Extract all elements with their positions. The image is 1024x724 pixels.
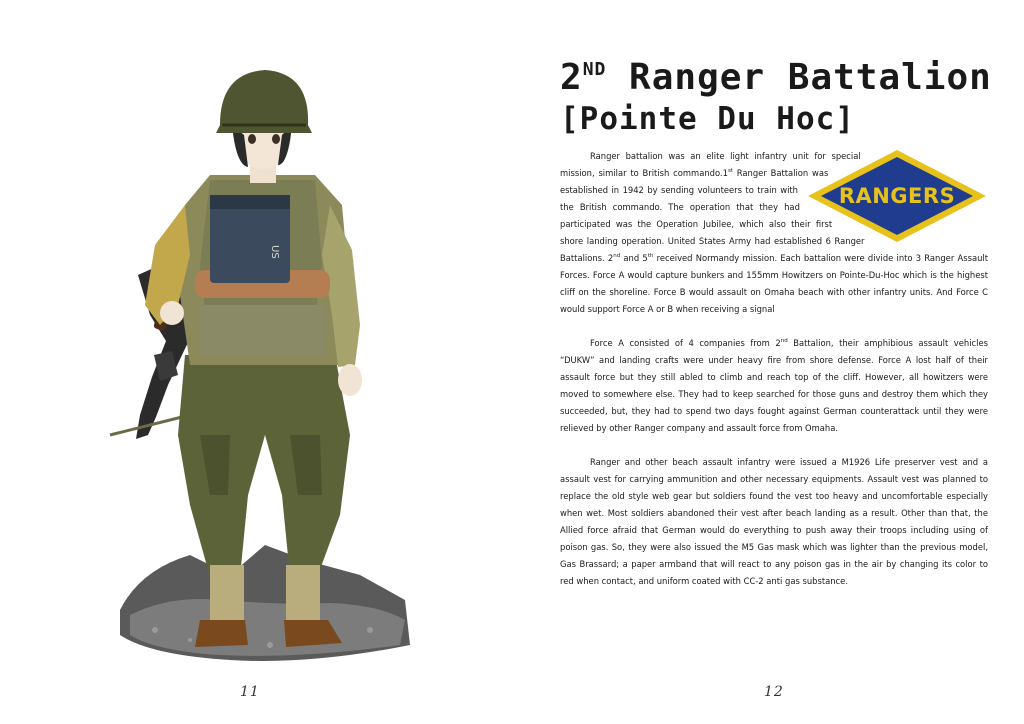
chapter-title xyxy=(560,48,1000,138)
soldier-illustration xyxy=(60,55,430,670)
page-number-right: 12 xyxy=(764,684,784,700)
page-number-left: 11 xyxy=(240,684,260,700)
paragraph-1: Ranger battalion was an elite light infantry unit for special mission, similar to British commando.1st Ranger Battalion was established in 1942 by sending volunteers to train with the British commando. The operation that they had participated was the Operation Jubilee, which also their first shore landing operation. United States Army had established 6 Ranger Battalions. 2nd and 5th received Normandy mission. Each battalion were divide into 3 Ranger Assault Forces. Force A would capture bunkers and 155mm Howitzers on Pointe-Du-Hoc which is the highest cliff on the shoreline. Force B would assault on Omaha beach with other infantry units. And Force C would support Force A or B when receiving a signal xyxy=(560,151,988,314)
title-line-1: 2ND Ranger Battalion xyxy=(560,57,992,98)
badge-text: RANGERS xyxy=(838,184,956,208)
ammo-box-label: US xyxy=(269,245,280,259)
paragraph-2: Force A consisted of 4 companies from 2nd Battalion, their amphibious assault vehicles “DUKW” and landing crafts were under heavy fire from shore defense. Force A lost half of their assault force but they still abled to climb and reach top of the cliff. However, all howitzers were moved to somewhere else. They had to keep searched for those guns and destroy them which they succeeded, but, they had to spend two days fought against German counterattack until they were relieved by other Ranger company and assault force from Omaha. xyxy=(560,338,988,433)
article-body xyxy=(560,148,988,607)
right-page xyxy=(512,0,1024,724)
title-line-2: [Pointe Du Hoc] xyxy=(560,101,855,137)
paragraph-3: Ranger and other beach assault infantry were issued a M1926 Life preserver vest and a assault vest for carrying ammunition and other necessary equipments. Assault vest was planned to replace the old style web gear but soldiers found the vest too heavy and uncomfortable especially when wet. Most soldiers abandoned their vest after beach landing as a result. Other than that, the Allied force afraid that German would do everything to push away their troops including using of poison gas. So, they were also issued the M5 Gas mask which was lighter than the previous model, Gas Brassard; a paper armband that will react to any poison gas in the air by changing its color to red when contact, and uniform coated with CC-2 anti gas substance. xyxy=(560,457,988,586)
trousers xyxy=(178,355,350,577)
